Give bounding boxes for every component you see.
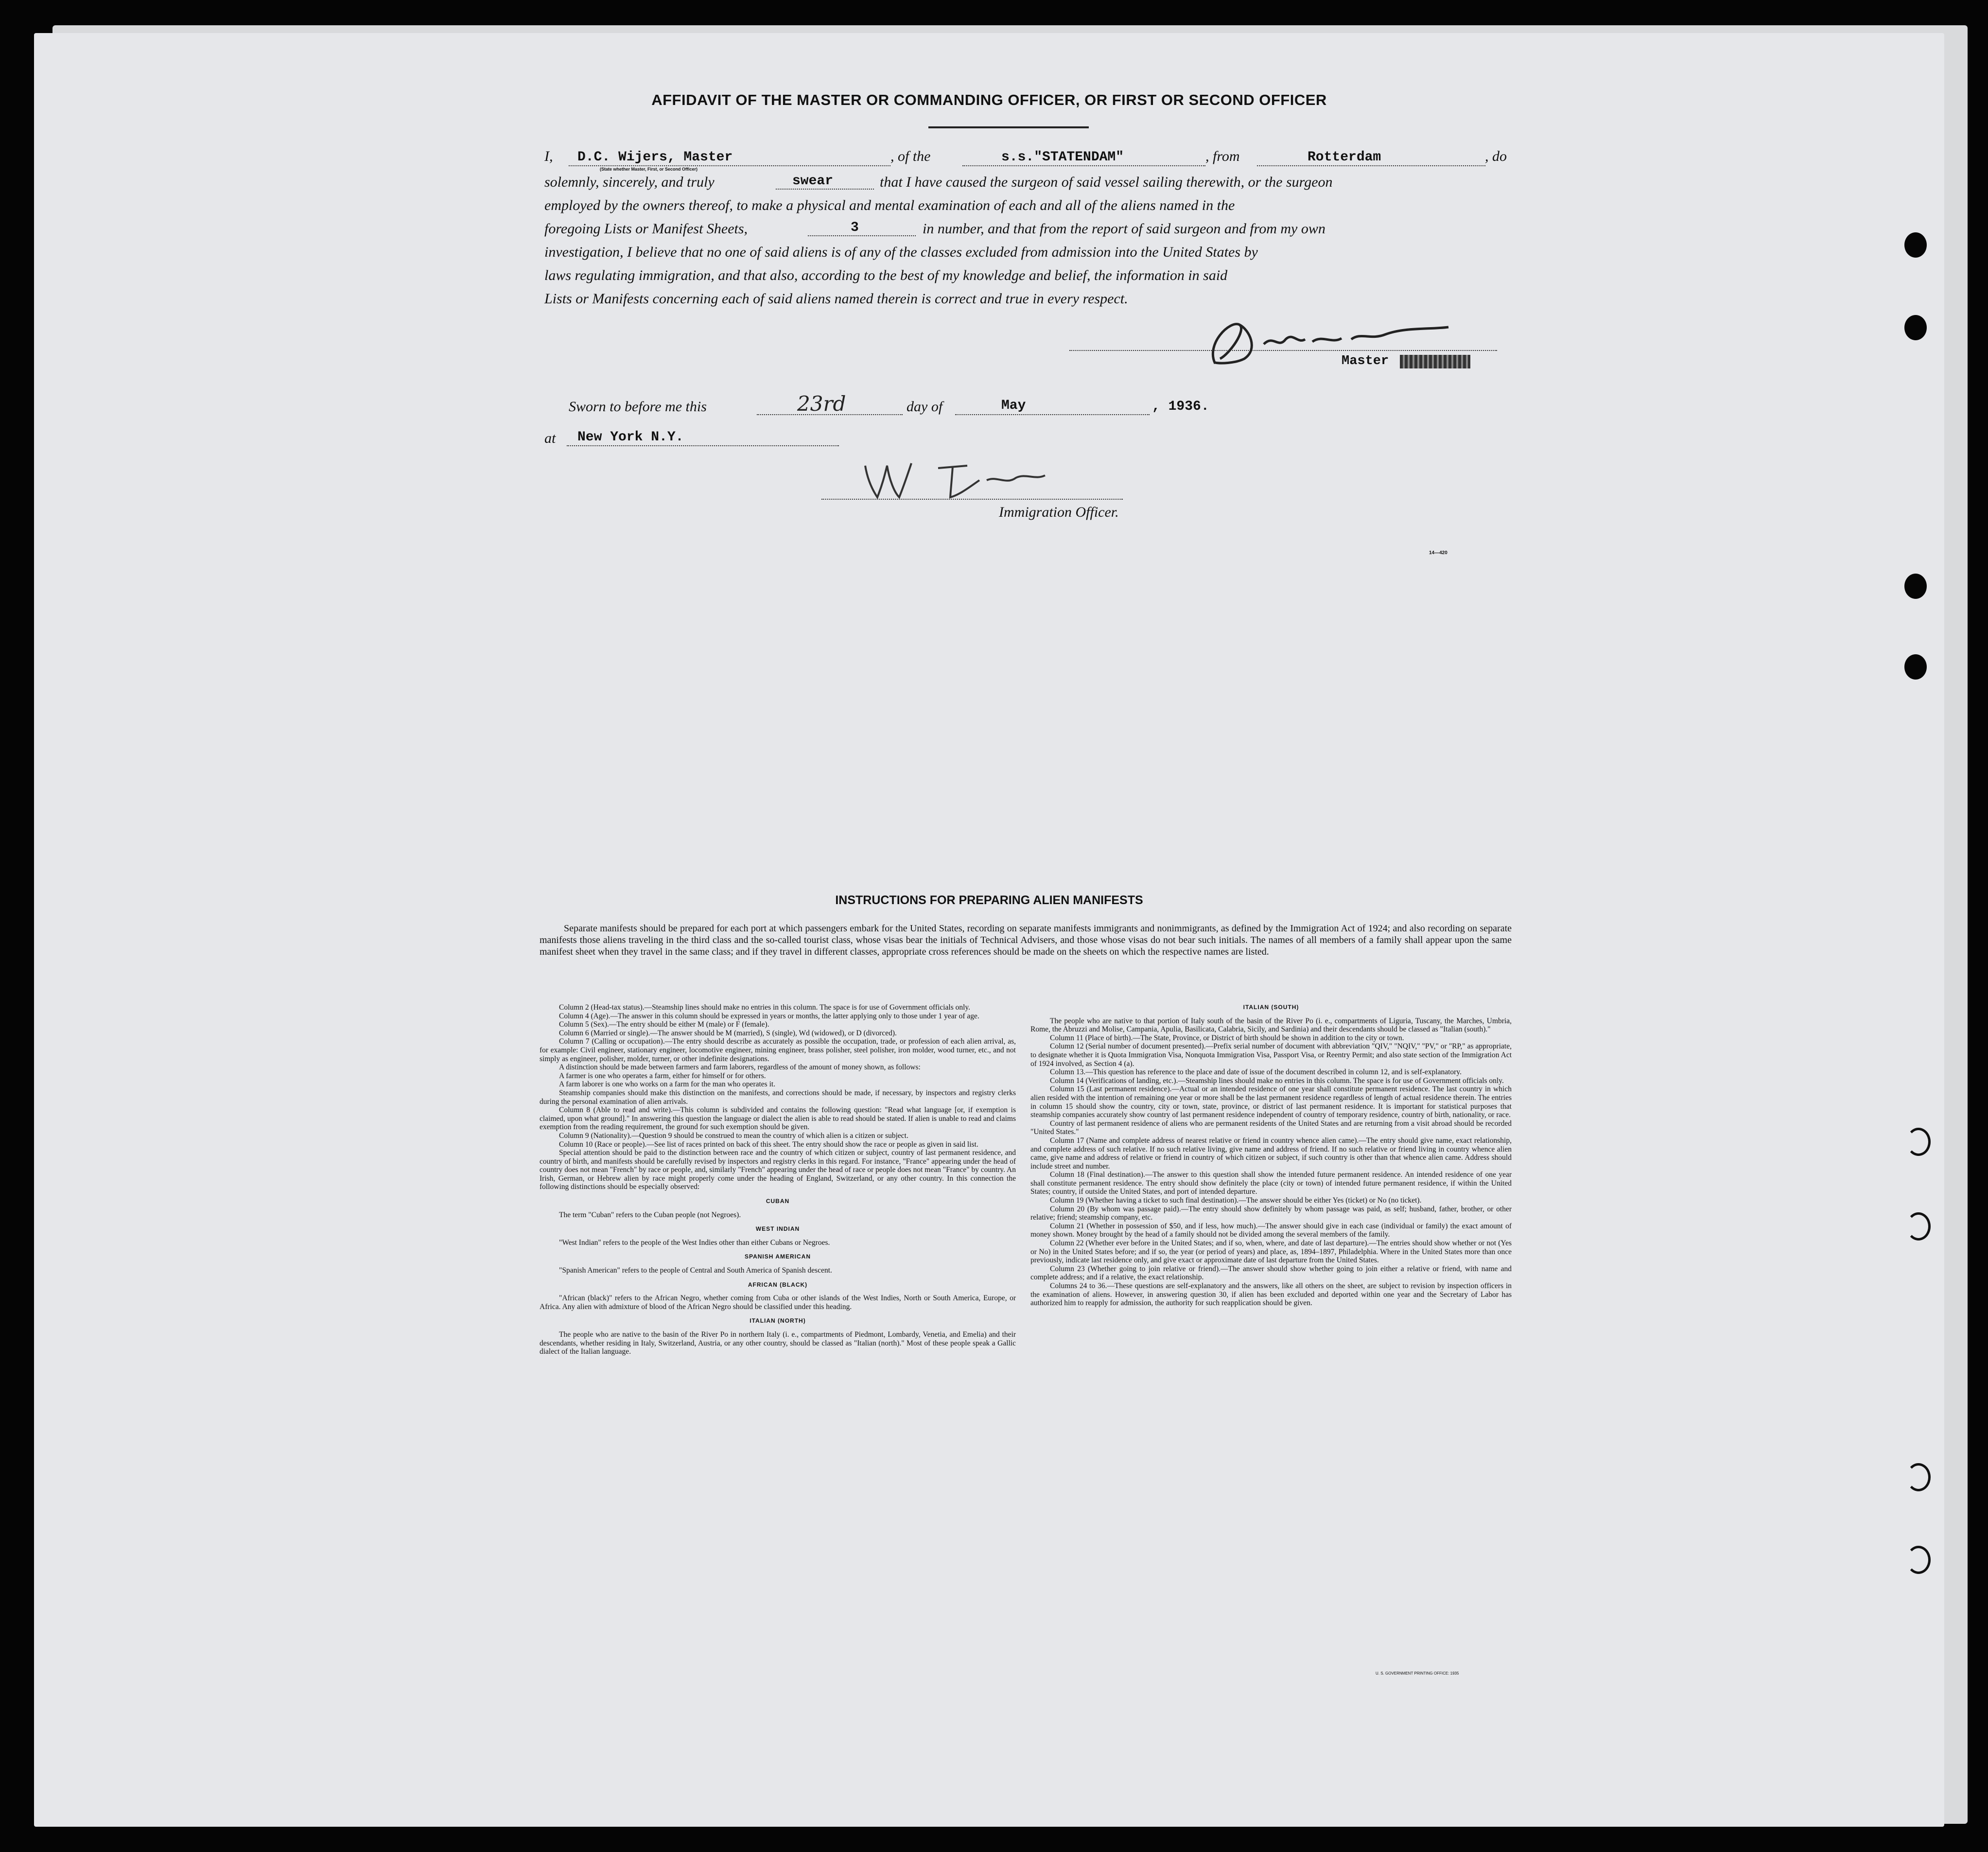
right-para: Columns 24 to 36.—These questions are self-explanatory and the answers, like all others on the sheet, are subject to revision by inspection officers in the examination of aliens. However, in answering question 30, if alien has been excluded and deported within one year and the Secretary of Labor has authorized him to reapply for admission, the authority for such reapplication should be given. bbox=[1030, 1282, 1512, 1308]
sworn-day: 23rd bbox=[797, 392, 846, 416]
binder-hole bbox=[1904, 232, 1927, 258]
african-text: "African (black)" refers to the African Negro, whether coming from Cuba or other islands of the West Indies, North or South America, Europe, or Africa. Any alien with admixture of blood of the African Negro should be classified under this heading. bbox=[540, 1294, 1016, 1311]
immigration-officer-signature bbox=[855, 451, 1060, 505]
instructions-title: INSTRUCTIONS FOR PREPARING ALIEN MANIFESTS bbox=[835, 893, 1143, 907]
affidavit-title: AFFIDAVIT OF THE MASTER OR COMMANDING OFFICER, OR FIRST OR SECOND OFFICER bbox=[651, 91, 1327, 108]
right-para: Column 15 (Last permanent residence).—Actual or an intended residence of one year shall constitute permanent residence. The last country in which alien resided with the intention of remaining one year or more shall be the last permanent residence regardless of length of actual residence therein. The entries in column 15 should show the country, city or town, state, province, or district of last permanent residence. It is important for statistical purposes that steamship companies accurately show country of last permanent residence independent of country of temporary residence, country of birth, nationality, or race. bbox=[1030, 1085, 1512, 1119]
master-label: Master bbox=[1342, 354, 1389, 368]
immigration-officer-title: Immigration Officer. bbox=[999, 504, 1119, 520]
affidavit-line-5: investigation, I believe that no one of said aliens is of any of the classes excluded from admission into the United States by bbox=[544, 244, 1258, 260]
port-line bbox=[1257, 165, 1485, 166]
left-para: Column 5 (Sex).—The entry should be either M (male) or F (female). bbox=[559, 1020, 769, 1029]
immigration-officer-line bbox=[821, 499, 1123, 500]
title-rule bbox=[928, 126, 1089, 128]
left-para: Column 8 (Able to read and write).—This column is subdivided and contains the following question: "Read what language [or, if exemption is claimed, upon what ground]." In answering this question the language or dialect the alien is able to read should be stated. If alien is unable to read and claims exemption from the reading requirement, the ground for such exemption should be given. bbox=[540, 1106, 1016, 1132]
spanish-american-text: "Spanish American" refers to the people of Central and South America of Spanish descent. bbox=[559, 1266, 832, 1275]
vessel-line bbox=[962, 165, 1205, 166]
affidavit-line-4a: foregoing Lists or Manifest Sheets, bbox=[544, 221, 748, 237]
right-para: Column 21 (Whether in possession of $50, and if less, how much).—The answer should give in each case (individual or family) the exact amount of money shown. Money brought by the head of a family should not be divided among the several members of the family. bbox=[1030, 1222, 1512, 1239]
left-para: Column 2 (Head-tax status).—Steamship lines should make no entries in this column. The space is for use of Government officials only. bbox=[559, 1003, 971, 1012]
instructions-right-column bbox=[1030, 1003, 1512, 1308]
document-page bbox=[34, 33, 1944, 1827]
from-label: , from bbox=[1205, 148, 1240, 164]
left-para: A farmer is one who operates a farm, either for himself or for others. bbox=[559, 1071, 766, 1080]
italian-north-heading: ITALIAN (NORTH) bbox=[750, 1317, 806, 1325]
officer-name: D.C. Wijers, Master bbox=[577, 150, 733, 165]
binder-hole bbox=[1906, 1463, 1931, 1491]
left-para: Column 4 (Age).—The answer in this column should be expressed in years or months, the latter applying only to those under 1 year of age. bbox=[559, 1012, 979, 1020]
affidavit-i: I, bbox=[544, 148, 553, 164]
left-para: Special attention should be paid to the distinction between race and the country of which citizen or subject, country of last permanent residence, and country of birth, and manifests should be carefully revised by inspectors and registry clerks in this regard. For instance, "France" appearing under the head of country does not mean "French" by race or people, and, similarly "French" appearing under the head of race or people does not mean "France" by country. An Irish, German, or Hebrew alien by race might properly come under the heading of England, Switzerland, or any other country. In this connection the following distinctions should be especially observed: bbox=[540, 1149, 1016, 1191]
printer-imprint: U. S. GOVERNMENT PRINTING OFFICE: 1935 bbox=[1376, 1671, 1459, 1676]
italian-north-text: The people who are native to the basin of the River Po in northern Italy (i. e., compartments of Piedmont, Lombardy, Venetia, and Emelia) and their descendants, whether residing in Italy, Switzerland, Austria, or any other country, should be classed as "Italian (north)." Most of these people speak a Gallic dialect of the Italian language. bbox=[540, 1330, 1016, 1356]
oath-line bbox=[776, 189, 874, 190]
affidavit-line-4b: in number, and that from the report of said surgeon and from my own bbox=[923, 221, 1325, 237]
day-of-label: day of bbox=[907, 399, 943, 415]
right-para: Column 18 (Final destination).—The answer to this question shall show the intended future permanent residence. An intended residence of one year shall constitute permanent residence. The entry should show definitely the place (city or town) of intended future permanent residence, if within the United States; country, if outside the United States, and port of intended departure. bbox=[1030, 1171, 1512, 1196]
affidavit-line-6: laws regulating immigration, and that also, according to the best of my knowledge and belief, the information in said bbox=[544, 267, 1228, 283]
sworn-place: New York N.Y. bbox=[577, 430, 684, 445]
instructions-left-column bbox=[540, 1003, 1016, 1356]
struck-out-text bbox=[1400, 355, 1470, 368]
spanish-american-heading: SPANISH AMERICAN bbox=[744, 1253, 811, 1260]
sworn-label: Sworn to before me this bbox=[569, 399, 707, 415]
affidavit-line-3: employed by the owners thereof, to make a physical and mental examination of each and all of the aliens named in the bbox=[544, 197, 1235, 213]
affidavit-line-2b: that I have caused the surgeon of said vessel sailing therewith, or the surgeon bbox=[880, 174, 1333, 190]
west-indian-heading: WEST INDIAN bbox=[755, 1225, 800, 1233]
african-heading: AFRICAN (BLACK) bbox=[748, 1281, 808, 1288]
left-para: A farm laborer is one who works on a farm for the man who operates it. bbox=[559, 1080, 776, 1089]
sheet-count-line bbox=[808, 235, 916, 236]
right-para: Column 14 (Verifications of landing, etc.).—Steamship lines should make no entries in this column. The space is for use of Government officials only. bbox=[1050, 1076, 1504, 1085]
vessel-name: s.s."STATENDAM" bbox=[1001, 150, 1124, 165]
right-para: Column 22 (Whether ever before in the United States; and if so, when, where, and date of last departure).—The entries should show whether or not (Yes or No) in the United States before; and if so, the year (or period of years) and place, as, 1894–1897, Philadelphia. Where in the United States more than once previously, indicate last residence only, and give exact or approximate date of last departure from the United States. bbox=[1030, 1239, 1512, 1265]
form-number: 14—420 bbox=[1429, 550, 1447, 556]
binder-hole bbox=[1906, 1546, 1931, 1574]
officer-name-line bbox=[569, 165, 890, 166]
left-para: Column 10 (Race or people).—See list of races printed on back of this sheet. The entry should show the race or people as given in said list. bbox=[559, 1140, 978, 1149]
left-para: Steamship companies should make this distinction on the manifests, and corrections should be made, if necessary, by inspectors and registry clerks during the personal examination of alien arrivals. bbox=[540, 1088, 1016, 1106]
binder-hole bbox=[1904, 574, 1927, 599]
affidavit-line-2a: solemnly, sincerely, and truly bbox=[544, 174, 715, 190]
instructions-intro: Separate manifests should be prepared for each port at which passengers embark for the United States, recording on separate manifests immigrants and nonimmigrants, as defined by the Immigration Act of 1924; and also recording on separate manifests those aliens traveling in the third class and the so-called tourist class, whose visas bear the initials of Technical Advisers, and those whose visas do not bear such initials. The names of all members of a family shall appear upon the same manifest sheet when they travel in the same class; and if they travel in different classes, appropriate cross references should be made on the sheets on which the respective names are listed. bbox=[540, 923, 1512, 957]
right-para: Column 23 (Whether going to join relative or friend).—The answer should show whether going to join either a relative or friend, with name and complete address; and if a relative, the exact relationship. bbox=[1030, 1264, 1512, 1282]
do-label: , do bbox=[1485, 148, 1507, 164]
binder-hole bbox=[1904, 654, 1927, 680]
right-para: Column 11 (Place of birth).—The State, Province, or District of birth should be shown in addition to the city or town. bbox=[1050, 1033, 1404, 1042]
right-para: Column 12 (Serial number of document presented).—Prefix serial number of document with abbreviation "QIV," "NQIV," "PV," or "RP," as appropriate, to designate whether it is Quota Immigration Visa, Nonquota Immigration Visa, Passport Visa, or Reentry Permit; and also state section of the Immigration Act of 1924 involved, as Section 4 (a). bbox=[1030, 1042, 1512, 1068]
sworn-month: May bbox=[1001, 398, 1026, 413]
cuban-text: The term "Cuban" refers to the Cuban people (not Negroes). bbox=[559, 1210, 741, 1219]
right-para: The people who are native to that portion of Italy south of the basin of the River Po (i. e., compartments of Liguria, Tuscany, the Marches, Umbria, Rome, the Abruzzi and Molise, Campania, Apulia, Basilicata, Calabria, Sicily, and Sardinia) and their descendants should be classed as "Italian (south)." bbox=[1030, 1016, 1512, 1034]
right-para: Column 19 (Whether having a ticket to such final destination).—The answer should be either Yes (ticket) or No (no ticket). bbox=[1050, 1196, 1422, 1205]
west-indian-text: "West Indian" refers to the people of the West Indies other than either Cubans or Negroes. bbox=[559, 1238, 830, 1247]
month-line bbox=[955, 414, 1150, 415]
left-para: Column 6 (Married or single).—The answer should be M (married), S (single), Wd (widowed), or D (divorced). bbox=[559, 1029, 897, 1037]
italian-south-heading: ITALIAN (SOUTH) bbox=[1243, 1004, 1299, 1011]
port-name: Rotterdam bbox=[1308, 150, 1381, 165]
sheet-count: 3 bbox=[851, 220, 859, 235]
of-the-label: , of the bbox=[890, 148, 931, 164]
officer-note: (State whether Master, First, or Second Officer) bbox=[600, 167, 698, 172]
right-para: Country of last permanent residence of aliens who are permanent residents of the United States and are returning from a visit abroad should be recorded "United States." bbox=[1030, 1119, 1512, 1136]
right-para: Column 20 (By whom was passage paid).—The entry should show definitely by whom passage was paid, as self; husband, father, brother, or other relative; friend; steamship company, etc. bbox=[1030, 1205, 1512, 1222]
right-para: Column 13.—This question has reference to the place and date of issue of the document described in column 12, and is self-explanatory. bbox=[1050, 1068, 1462, 1077]
binder-hole bbox=[1906, 1128, 1931, 1156]
left-para: Column 7 (Calling or occupation).—The entry should describe as accurately as possible the occupation, trade, or profession of each alien arrival, as, for example: Civil engineer, stationary engineer, locomotive engineer, mining engineer, brass polisher, steel polisher, iron molder, wood turner, etc., and not simply as engineer, polisher, molder, turner, or other indefinite designations. bbox=[540, 1037, 1016, 1063]
oath-word: swear bbox=[792, 174, 834, 189]
affidavit-line-7: Lists or Manifests concerning each of said aliens named therein is correct and true in every respect. bbox=[544, 291, 1128, 307]
sworn-year: , 1936. bbox=[1152, 399, 1209, 414]
binder-hole bbox=[1904, 315, 1927, 340]
cuban-heading: CUBAN bbox=[766, 1198, 790, 1205]
at-label: at bbox=[544, 430, 556, 446]
binder-hole bbox=[1906, 1212, 1931, 1240]
place-line bbox=[567, 445, 839, 446]
left-para: Column 9 (Nationality).—Question 9 should be construed to mean the country of which alien is a citizen or subject. bbox=[559, 1131, 908, 1140]
left-para: A distinction should be made between farmers and farm laborers, regardless of the amount of money shown, as follows: bbox=[559, 1063, 921, 1072]
right-para: Column 17 (Name and complete address of nearest relative or friend in country whence alien came).—The entry should give name, exact relationship, and complete address of such relative. If no such relative living, give name and address of friend. If no such relative or friend living in country whence alien came, give name and address of relative or friend in country of which citizen or subject, if such country is other than that whence alien came. Address should include street and number. bbox=[1030, 1136, 1512, 1171]
